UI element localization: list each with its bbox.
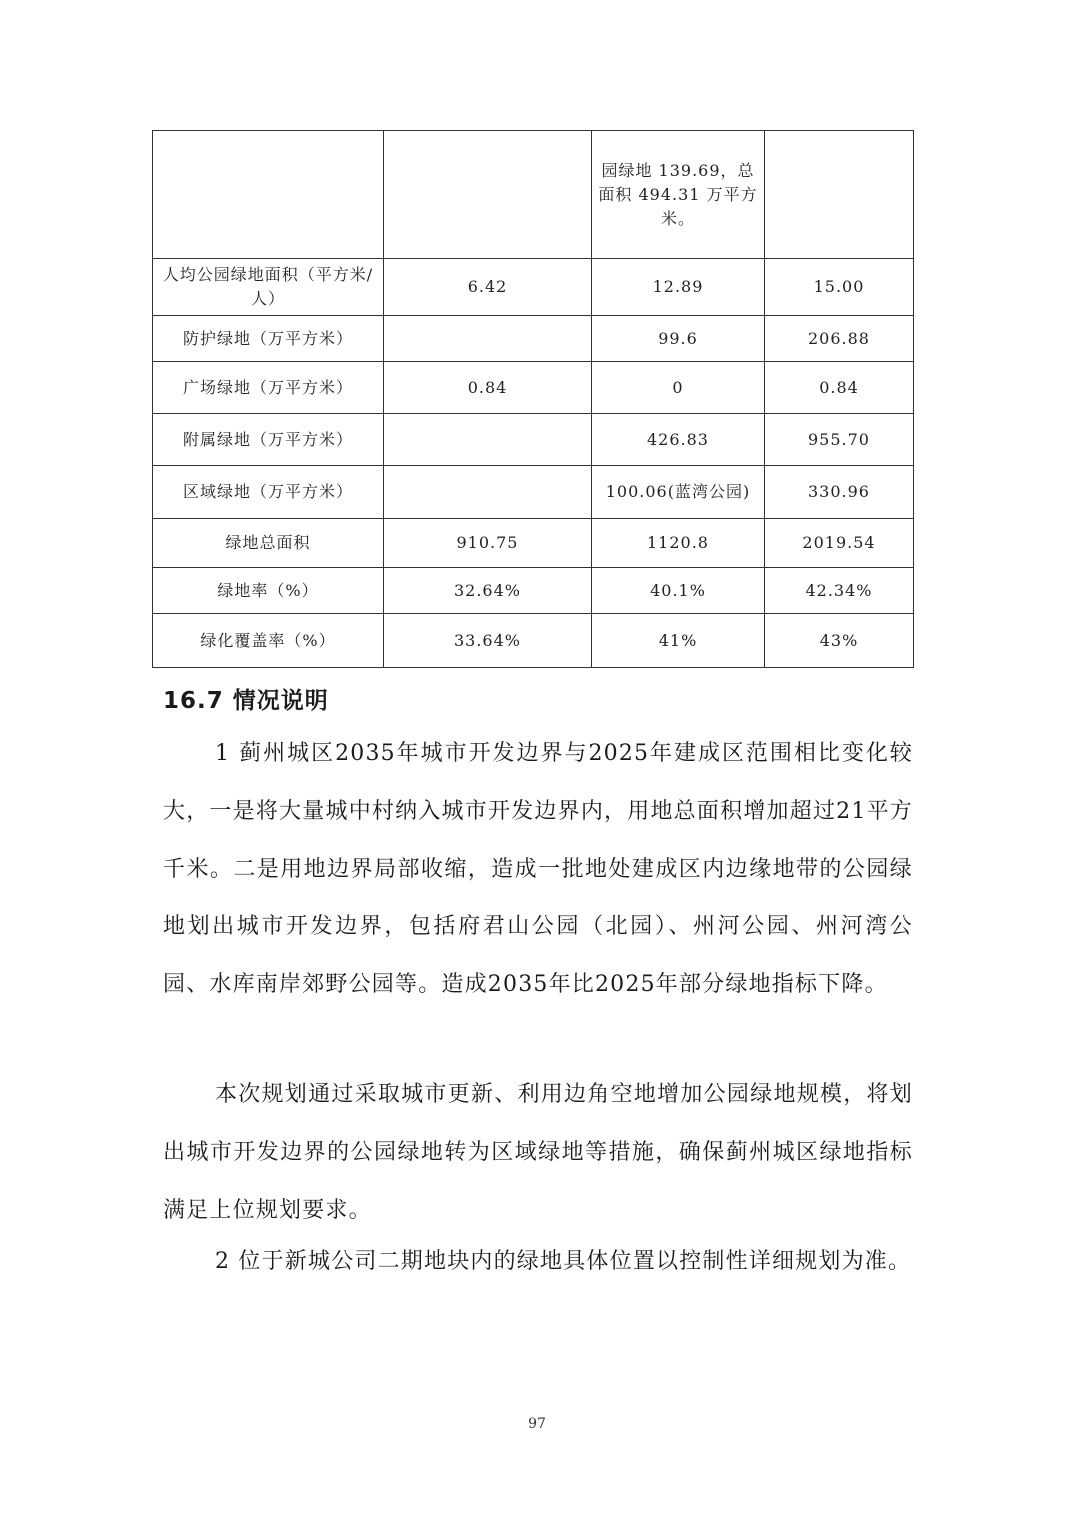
table-row [153,466,914,519]
row-label: 区域绿地（万平方米） [153,466,384,519]
table-row [153,362,914,414]
table-cell: 0.84 [384,362,592,414]
green-space-indicator-table [152,130,914,668]
table-cell: 12.89 [592,259,765,316]
table-cell: 0 [592,362,765,414]
table-row [153,259,914,316]
table-cell: 330.96 [765,466,914,519]
section-heading: 16.7 情况说明 [163,688,329,714]
table-cell [384,466,592,519]
table-cell [153,131,384,259]
table-cell: 426.83 [592,414,765,466]
table-cell: 33.64% [384,614,592,668]
row-label: 绿地率（%） [153,568,384,614]
paragraph: 1 蓟州城区2035年城市开发边界与2025年建成区范围相比变化较大，一是将大量城中村纳入城市开发边界内，用地总面积增加超过21平方千米。二是用地边界局部收缩，造成一批地处建成区内边缘地带的公园绿地划出城市开发边界，包括府君山公园（北园）、州河公园、州河湾公园、水库南岸郊野公园等。造成2035年比2025年部分绿地指标下降。 [163,741,913,998]
table-cell: 2019.54 [765,519,914,568]
table-cell [765,131,914,259]
table-row [153,414,914,466]
table-cell [384,414,592,466]
table-cell: 1120.8 [592,519,765,568]
row-label: 人均公园绿地面积（平方米/人） [153,259,384,316]
table-cell: 15.00 [765,259,914,316]
row-label: 绿化覆盖率（%） [153,614,384,668]
page-number: 97 [528,1416,546,1432]
table-cell: 99.6 [592,316,765,362]
table-row [153,519,914,568]
table-cell: 6.42 [384,259,592,316]
paragraph: 本次规划通过采取城市更新、利用边角空地增加公园绿地规模，将划出城市开发边界的公园绿地转为区域绿地等措施，确保蓟州城区绿地指标满足上位规划要求。 [163,1082,913,1223]
table-cell: 910.75 [384,519,592,568]
continued-cell-text: 园绿地 139.69，总面积 494.31 万平方米。 [592,131,765,259]
table-row [153,131,914,259]
paragraph: 2 位于新城公司二期地块内的绿地具体位置以控制性详细规划为准。 [215,1249,912,1274]
table-cell: 40.1% [592,568,765,614]
table-cell [384,131,592,259]
table-cell: 100.06(蓝湾公园) [592,466,765,519]
table-row [153,316,914,362]
table-cell: 0.84 [765,362,914,414]
table-cell: 43% [765,614,914,668]
table-cell: 32.64% [384,568,592,614]
table-cell: 42.34% [765,568,914,614]
row-label: 附属绿地（万平方米） [153,414,384,466]
table-cell [384,316,592,362]
table-row [153,568,914,614]
row-label: 绿地总面积 [153,519,384,568]
row-label: 防护绿地（万平方米） [153,316,384,362]
table-cell: 41% [592,614,765,668]
table-cell: 206.88 [765,316,914,362]
row-label: 广场绿地（万平方米） [153,362,384,414]
table-cell: 955.70 [765,414,914,466]
table-row [153,614,914,668]
